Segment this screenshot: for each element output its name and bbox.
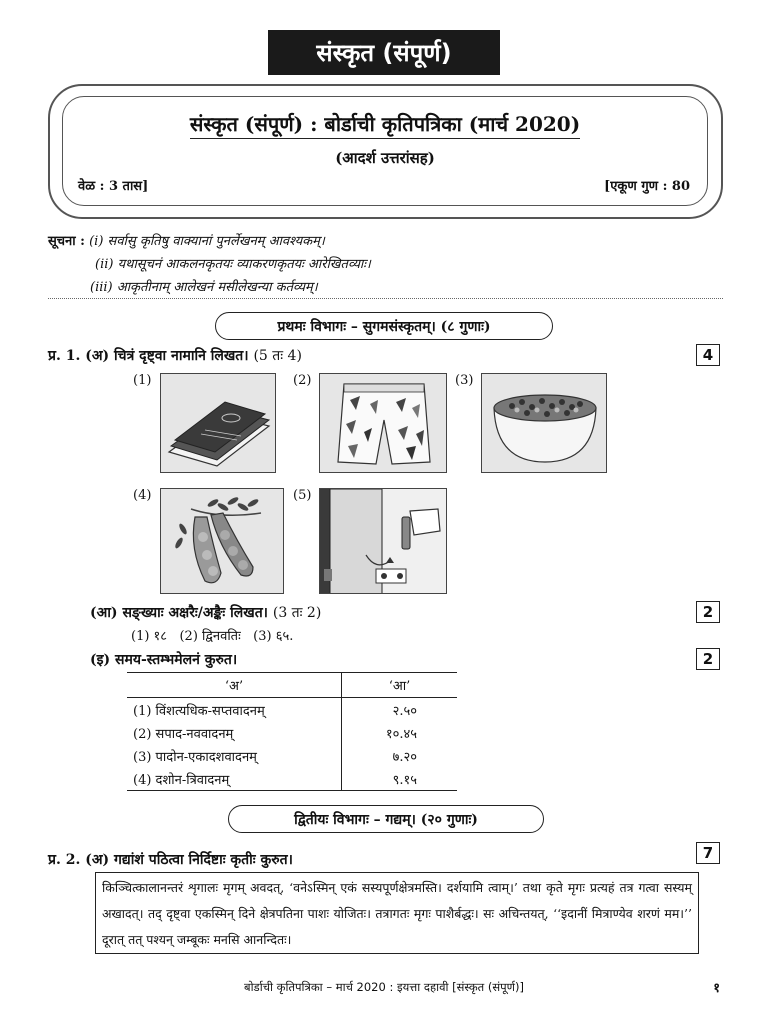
table-row [127, 721, 457, 744]
part-label: (आ) [90, 605, 118, 621]
bean-pod-icon [160, 488, 284, 594]
time-allowed: वेळ : 3 तास] [78, 179, 149, 194]
table-header-row [127, 673, 457, 698]
question-note: (3 तः 2) [272, 605, 322, 621]
table-cell: (3) पादोन-एकादशवादनम् [127, 744, 342, 767]
marks-box: 4 [696, 344, 720, 366]
option-item: (1) १८ [131, 629, 168, 644]
marks-box: 2 [696, 648, 720, 670]
question-number: प्र. 1. [48, 348, 81, 364]
paper-title [62, 110, 708, 137]
total-marks: [एकूण गुण : 80 [604, 179, 690, 194]
q1-a-heading [48, 346, 302, 365]
page-number: १ [713, 981, 720, 996]
question-text: समय-स्तम्भमेलनं कुरुत। [115, 652, 238, 668]
page-footer: बोर्डाची कृतिपत्रिका – मार्च 2020 : इयत्ता दहावी [संस्कृत (संपूर्ण)] [244, 980, 524, 994]
q1-b-heading [90, 603, 321, 622]
question-number: प्र. 2. [48, 852, 81, 868]
table-cell: ७.२० [392, 749, 417, 765]
image-number: (3) [455, 373, 474, 388]
reading-passage: किञ्चित्कालानन्तरं शृगालः मृगम् अवदत्, ‘वनेऽस्मिन् एकं सस्यपूर्णक्षेत्रमस्ति। दर्शयामि त्वाम्।’ तथा कृते मृगः प्रत्यहं तत्र गत्वा सस्यम् अखादत्। तद् दृष्ट्वा एकस्मिन् दिने क्षेत्रपतिना पाशः योजितः। तत्रागतः मृगः पाशैर्बद्धः। सः अचिन्तयत्, ‘‘इदानीं मित्राण्येव शरणं मम।’’ दूरात् तत् पश्यन् जम्बूकः मनसि आनन्दितः। [95, 872, 699, 954]
table-cell: २.५० [392, 703, 417, 719]
divider [48, 298, 723, 299]
table-row [127, 744, 457, 767]
marks-box: 7 [696, 842, 720, 864]
question-text: चित्रं दृष्ट्वा नामानि लिखत। [114, 348, 249, 364]
image-number: (1) [133, 373, 152, 388]
table-cell: (1) विंशत्यधिक-सप्तवादनम् [127, 698, 342, 722]
paper-subtitle: (आदर्श उत्तरांसह) [335, 149, 435, 167]
table-cell: (2) सपाद-नववादनम् [127, 721, 342, 744]
instruction-item: (i) सर्वासु कृतिषु वाक्यानां पुनर्लेखनम् आवश्यकम्। [89, 234, 325, 249]
table-row [127, 767, 457, 791]
book-icon [160, 373, 276, 473]
option-item: (2) द्विनवतिः [179, 629, 241, 644]
marks-box: 2 [696, 601, 720, 623]
bowl-icon [481, 373, 607, 473]
shorts-icon [319, 373, 447, 473]
column-header-b: ‘आ’ [342, 673, 458, 698]
option-item: (3) ६५. [253, 629, 294, 644]
door-handle-icon [319, 488, 447, 594]
instruction-item: (ii) यथासूचनं आकलनकृतयः व्याकरणकृतयः आरेखितव्याः। [95, 257, 371, 272]
table-cell: (4) दशोन-त्रिवादनम् [127, 767, 342, 791]
question-note: (5 तः 4) [253, 348, 302, 364]
section-2-heading: द्वितीयः विभागः – गद्यम्। (२० गुणाः) [228, 805, 544, 833]
question-text: गद्यांशं पठित्वा निर्दिष्टाः कृतीः कुरुत। [114, 852, 293, 868]
table-row [127, 698, 457, 722]
time-match-table [127, 672, 457, 791]
table-cell: १०.४५ [385, 726, 417, 742]
section-1-heading: प्रथमः विभागः – सुगमसंस्कृतम्। (८ गुणाः) [215, 312, 553, 340]
column-header-a: ‘अ’ [127, 673, 342, 698]
image-number: (2) [293, 373, 312, 388]
page-banner-title: संस्कृत (संपूर्ण) [268, 30, 500, 75]
paper-title-text: संस्कृत (संपूर्ण) : बोर्डाची कृतिपत्रिका (मार्च 2020) [190, 112, 580, 139]
image-number: (4) [133, 488, 152, 503]
instructions-label: सूचना : [48, 234, 85, 249]
number-options [131, 626, 293, 644]
question-text: सङ्ख्याः अक्षरैः/अङ्कैः लिखत। [122, 605, 268, 621]
instruction-item: (iii) आकृतीनाम् आलेखनं मसीलेखन्या कर्तव्यम्। [90, 280, 318, 295]
table-cell: ९.१५ [342, 767, 458, 791]
q2-a-heading [48, 850, 293, 869]
q1-c-heading [90, 650, 237, 669]
part-label: (इ) [90, 652, 111, 668]
part-label: (अ) [85, 852, 110, 868]
instructions-line-1 [48, 231, 325, 249]
part-label: (अ) [85, 348, 110, 364]
image-number: (5) [293, 488, 312, 503]
